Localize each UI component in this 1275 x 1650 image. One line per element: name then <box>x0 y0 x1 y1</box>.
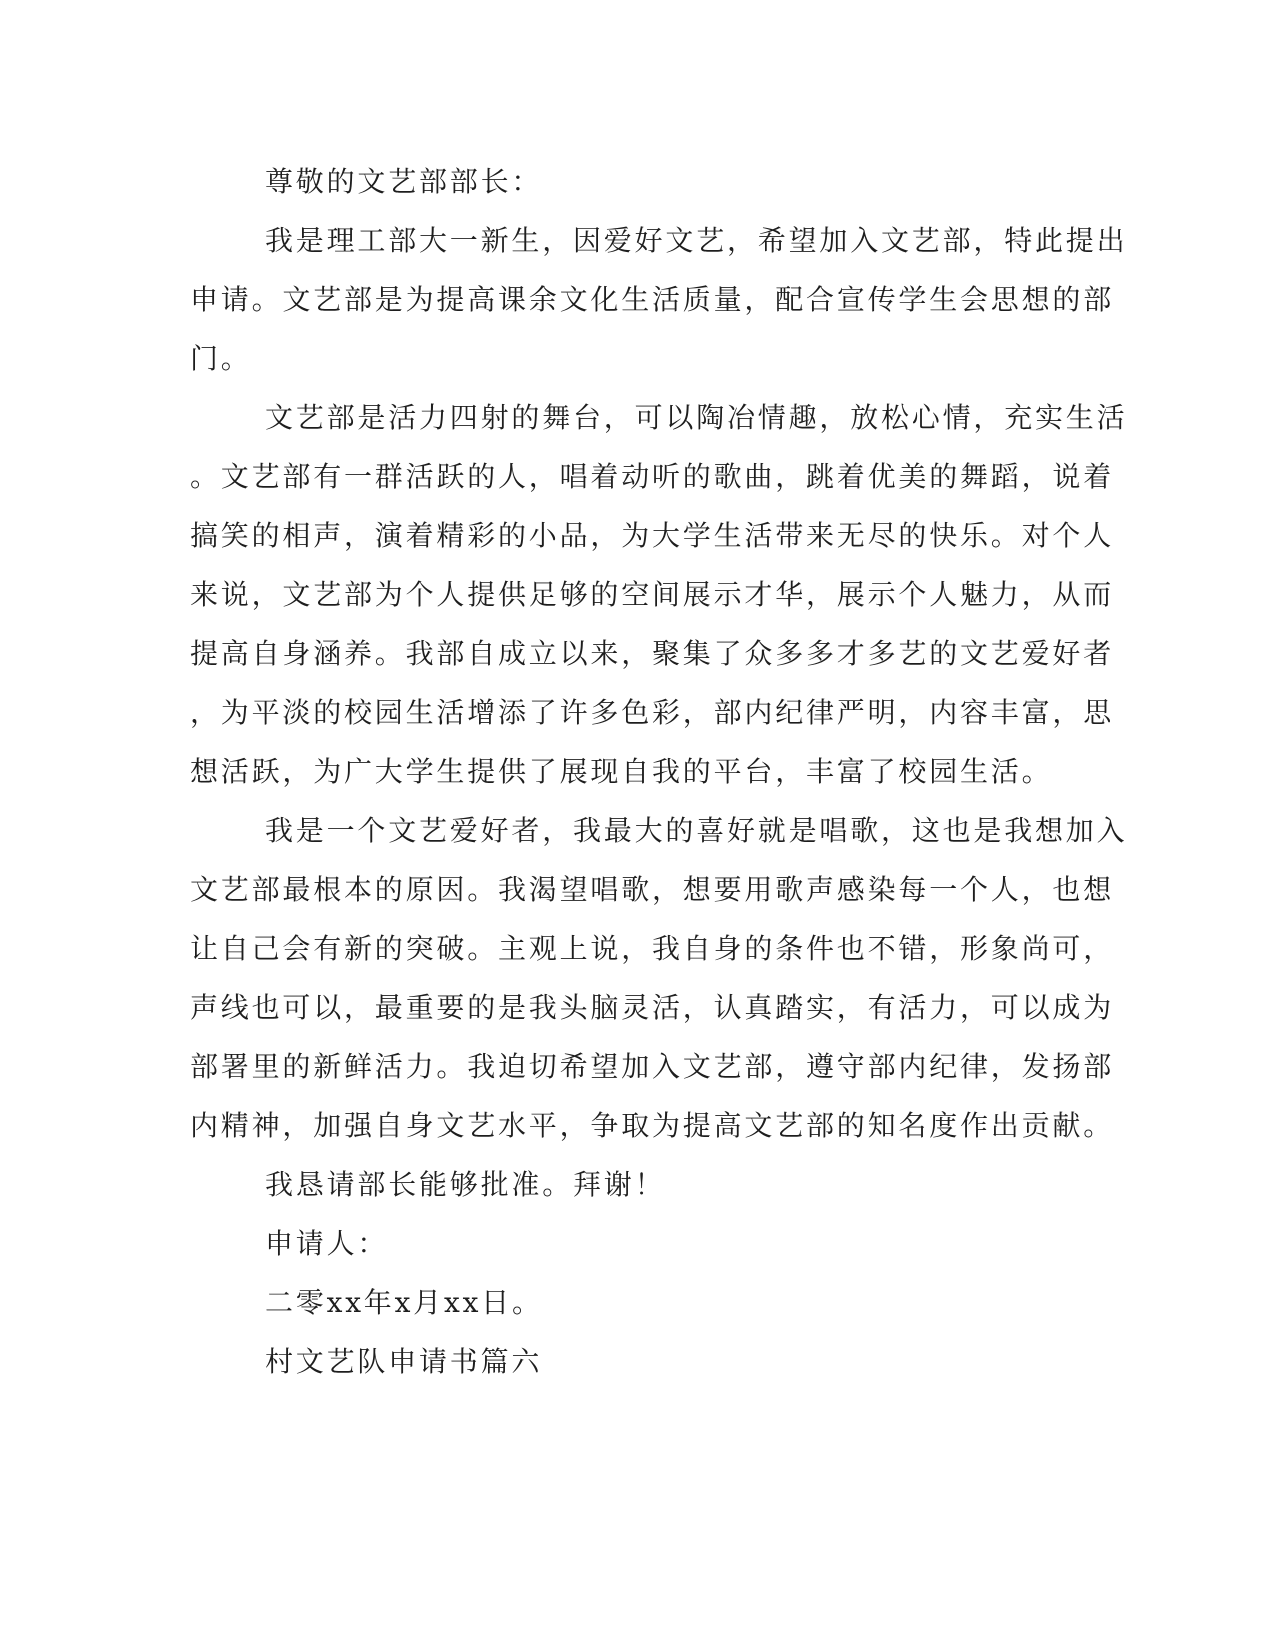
paragraph-3-line-4: 声线也可以，最重要的是我头脑灵活，认真踏实，有活力，可以成为 <box>190 991 1115 1024</box>
next-section-heading: 村文艺队申请书篇六 <box>265 1345 543 1378</box>
paragraph-1-line-3: 门。 <box>190 342 252 375</box>
paragraph-2-line-2: 。文艺部有一群活跃的人，唱着动听的歌曲，跳着优美的舞蹈，说着 <box>190 460 1115 493</box>
paragraph-2-line-3: 搞笑的相声，演着精彩的小品，为大学生活带来无尽的快乐。对个人 <box>190 519 1115 552</box>
paragraph-3-line-3: 让自己会有新的突破。主观上说，我自身的条件也不错，形象尚可， <box>190 932 1115 965</box>
paragraph-1-line-2: 申请。文艺部是为提高课余文化生活质量，配合宣传学生会思想的部 <box>190 283 1115 316</box>
paragraph-3-line-6: 内精神，加强自身文艺水平，争取为提高文艺部的知名度作出贡献。 <box>190 1109 1115 1142</box>
paragraph-3-line-2: 文艺部最根本的原因。我渴望唱歌，想要用歌声感染每一个人，也想 <box>190 873 1115 906</box>
paragraph-2-line-1: 文艺部是活力四射的舞台，可以陶冶情趣，放松心情，充实生活 <box>265 401 1128 434</box>
applicant-label: 申请人： <box>265 1227 389 1260</box>
salutation: 尊敬的文艺部部长： <box>265 165 543 198</box>
date-line: 二零xx年x月xx日。 <box>265 1286 543 1319</box>
paragraph-2-line-5: 提高自身涵养。我部自成立以来，聚集了众多多才多艺的文艺爱好者 <box>190 637 1115 670</box>
paragraph-3-line-5: 部署里的新鲜活力。我迫切希望加入文艺部，遵守部内纪律，发扬部 <box>190 1050 1115 1083</box>
paragraph-2-line-4: 来说，文艺部为个人提供足够的空间展示才华，展示个人魅力，从而 <box>190 578 1115 611</box>
paragraph-2-line-7: 想活跃，为广大学生提供了展现自我的平台，丰富了校园生活。 <box>190 755 1053 788</box>
request-line: 我恳请部长能够批准。拜谢！ <box>265 1168 666 1201</box>
paragraph-1-line-1: 我是理工部大一新生，因爱好文艺，希望加入文艺部，特此提出 <box>265 224 1128 257</box>
paragraph-3-line-1: 我是一个文艺爱好者，我最大的喜好就是唱歌，这也是我想加入 <box>265 814 1128 847</box>
paragraph-2-line-6: ，为平淡的校园生活增添了许多色彩，部内纪律严明，内容丰富，思 <box>190 696 1115 729</box>
